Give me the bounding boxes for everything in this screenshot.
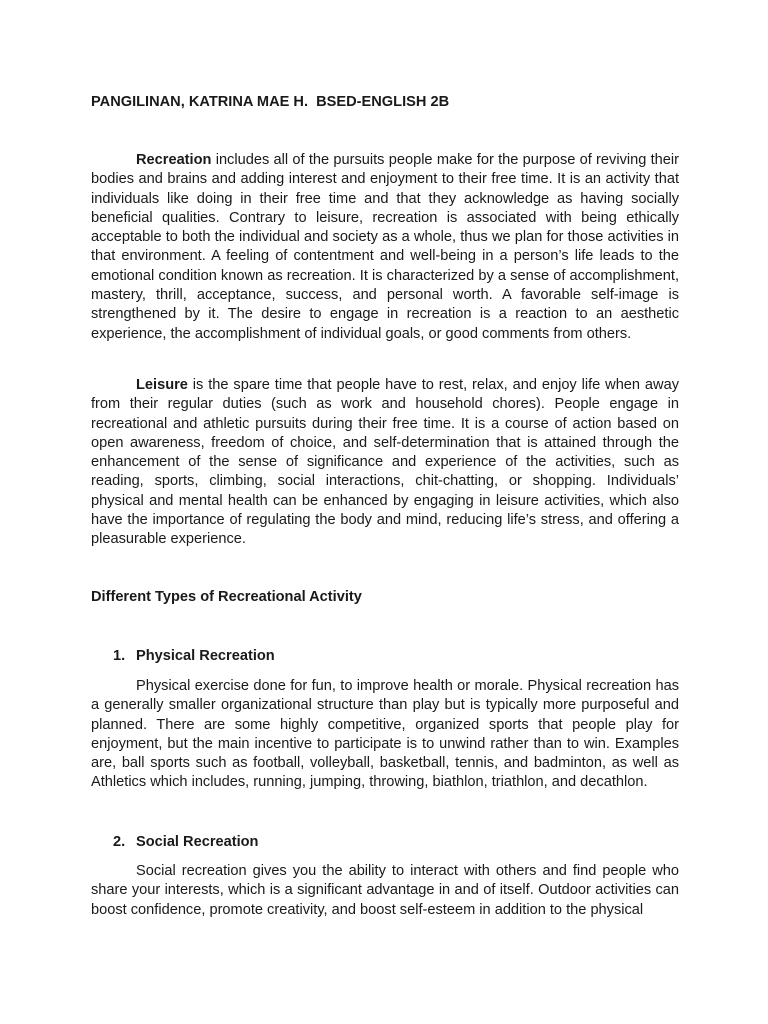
physical-recreation-paragraph: Physical exercise done for fun, to improve health or morale. Physical recreation has a generally smaller organizational structure than play but is typically more purposeful and planned. There are some highly competitive, organized sports that people play for enjoyment, but the main incentive to participate is to unwind rather than to win. Examples are, ball sports such as football, volleyball, basketball, tennis, and badminton, as well as Athletics which includes, running, jumping, throwing, biathlon, triathlon, and decathlon. bbox=[91, 678, 679, 791]
section-title: Social Recreation bbox=[136, 834, 259, 850]
recreation-paragraph bbox=[91, 151, 679, 344]
recreation-term: Recreation bbox=[136, 152, 212, 168]
section-heading-social bbox=[113, 833, 258, 852]
leisure-text: is the spare time that people have to rest, relax, and enjoy life when away from their regular duties (such as work and household chores). People engage in recreational and athletic pursuits during their free time. It is a course of action based on open awareness, freedom of choice, and self-determination that is attained through the enhancement of the sense of significance and experience of the activities, such as reading, sports, climbing, social interactions, chit-chatting, or shopping. Individuals’ physical and mental health can be enhanced by engaging in leisure activities, which also have the importance of regulating the body and mind, reducing life’s stress, and offering a pleasurable experience. bbox=[91, 377, 679, 548]
leisure-paragraph bbox=[91, 376, 679, 550]
recreation-text: includes all of the pursuits people make for the purpose of reviving their bodies and brains and adding interest and enjoyment to their free time. It is an activity that individuals like doing in their free time and that they acknowledge as having socially beneficial qualities. Contrary to leisure, recreation is associated with being ethically acceptable to both the individual and society as a whole, thus we plan for those activities in that environment. A feeling of contentment and well-being in a person’s life leads to the emotional condition known as recreation. It is characterized by a sense of accomplishment, mastery, thrill, acceptance, success, and personal worth. A favorable self-image is strengthened by it. The desire to engage in recreation is a reaction to an aesthetic experience, the accomplishment of individual goals, or good comments from others. bbox=[91, 152, 679, 342]
document-header bbox=[91, 93, 449, 111]
course-section: BSED-ENGLISH 2B bbox=[316, 94, 450, 110]
section-heading-physical bbox=[113, 647, 275, 666]
types-heading: Different Types of Recreational Activity bbox=[91, 589, 362, 605]
section-number: 1. bbox=[113, 648, 126, 664]
section-number: 2. bbox=[113, 834, 126, 850]
social-recreation-paragraph: Social recreation gives you the ability to interact with others and find people who share your interests, which is a significant advantage in and of itself. Outdoor activities can boost confidence, promote creativity, and boost self-esteem in addition to the physical bbox=[91, 863, 679, 918]
author-name: PANGILINAN, KATRINA MAE H. bbox=[91, 94, 309, 110]
leisure-term: Leisure bbox=[136, 377, 188, 393]
section-title: Physical Recreation bbox=[136, 648, 275, 664]
